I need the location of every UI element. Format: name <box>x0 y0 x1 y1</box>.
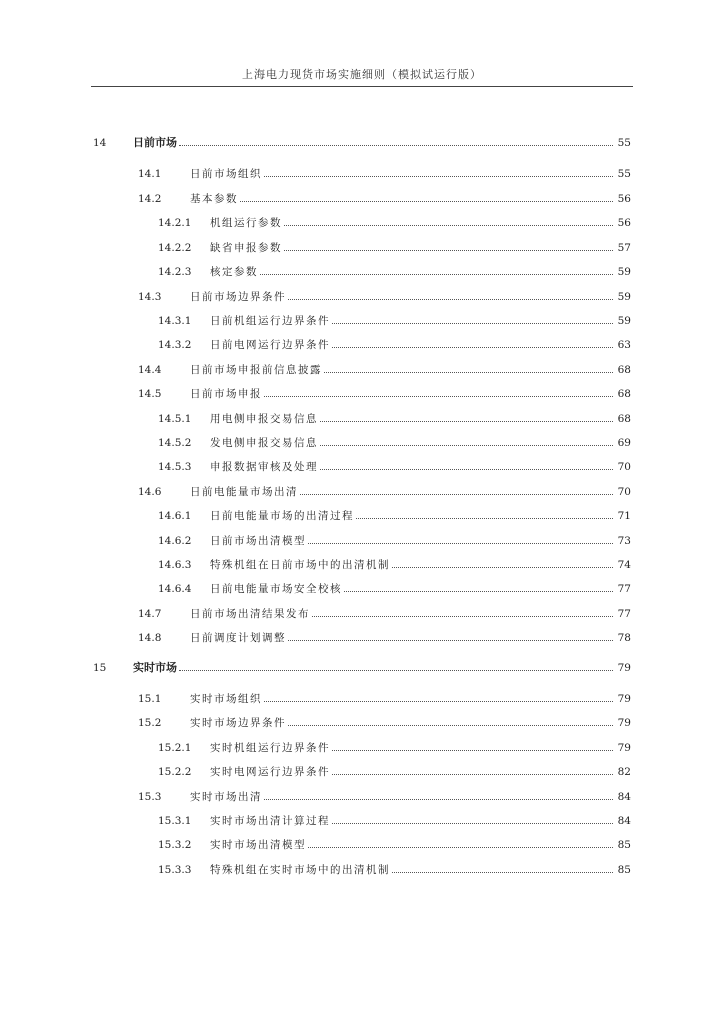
toc-entry-number: 15.3.1 <box>158 815 192 827</box>
toc-entry-14-5-2[interactable] <box>158 432 631 450</box>
toc-entry-14-8[interactable] <box>138 627 631 645</box>
toc-entry-page: 79 <box>617 693 631 705</box>
toc-entry-14-5-1[interactable] <box>158 408 631 426</box>
toc-entry-page: 68 <box>617 364 631 376</box>
toc-entry-14-2-1[interactable] <box>158 212 631 230</box>
toc-entry-title: 日前电能量市场出清 <box>190 486 298 498</box>
toc-entry-15-3[interactable] <box>138 786 631 804</box>
toc-entry-page: 77 <box>617 583 631 595</box>
toc-entry-14-2-2[interactable] <box>158 237 631 255</box>
dot-leader <box>240 200 613 202</box>
toc-entry-page: 55 <box>617 168 631 180</box>
toc-entry-15-2-2[interactable] <box>158 761 631 779</box>
toc-entry-title: 机组运行参数 <box>210 217 282 229</box>
toc-entry-number: 14.1 <box>138 168 162 180</box>
toc-entry-page: 70 <box>617 486 631 498</box>
dot-leader <box>320 468 613 470</box>
toc-entry-title: 日前机组运行边界条件 <box>210 315 330 327</box>
dot-leader <box>300 493 613 495</box>
dot-leader <box>264 395 613 397</box>
toc-entry-title: 实时市场出清 <box>190 791 262 803</box>
dot-leader <box>320 444 613 446</box>
toc-entry-14-6-4[interactable] <box>158 578 631 596</box>
dot-leader <box>260 273 613 275</box>
toc-entry-number: 14.5.2 <box>158 437 192 449</box>
toc-entry-number: 15.3.2 <box>158 839 192 851</box>
toc-entry-14-6[interactable] <box>138 481 631 499</box>
toc-entry-page: 63 <box>617 339 631 351</box>
toc-entry-title: 日前电能量市场安全校核 <box>210 583 342 595</box>
dot-leader <box>356 517 613 519</box>
toc-entry-number: 14.2.2 <box>158 242 192 254</box>
toc-entry-title: 实时市场组织 <box>190 693 262 705</box>
toc-entry-number: 14.4 <box>138 364 162 376</box>
toc-entry-title: 日前市场组织 <box>190 168 262 180</box>
toc-entry-15-3-1[interactable] <box>158 810 631 828</box>
toc-entry-title: 基本参数 <box>190 193 238 205</box>
dot-leader <box>308 846 613 848</box>
toc-entry-number: 14.6.4 <box>158 583 192 595</box>
toc-entry-number: 14.3.2 <box>158 339 192 351</box>
dot-leader <box>179 669 613 671</box>
toc-entry-14-3[interactable] <box>138 286 631 304</box>
toc-entry-number: 14.5 <box>138 388 162 400</box>
toc-entry-title: 申报数据审核及处理 <box>210 461 318 473</box>
dot-leader <box>312 615 613 617</box>
toc-entry-number: 15.2.2 <box>158 766 192 778</box>
dot-leader <box>332 822 613 824</box>
toc-entry-title: 用电侧申报交易信息 <box>210 413 318 425</box>
toc-entry-page: 57 <box>617 242 631 254</box>
toc-entry-14-6-1[interactable] <box>158 505 631 523</box>
dot-leader <box>288 298 613 300</box>
toc-entry-page: 71 <box>617 510 631 522</box>
toc-entry-page: 79 <box>617 717 631 729</box>
toc-entry-number: 15.2 <box>138 717 162 729</box>
dot-leader <box>308 542 613 544</box>
toc-entry-page: 77 <box>617 608 631 620</box>
toc-entry-number: 14.5.3 <box>158 461 192 473</box>
toc-entry-page: 68 <box>617 388 631 400</box>
toc-entry-page: 85 <box>617 864 631 876</box>
dot-leader <box>284 249 613 251</box>
toc-entry-number: 14.7 <box>138 608 162 620</box>
toc-entry-14-7[interactable] <box>138 603 631 621</box>
toc-entry-title: 日前电网运行边界条件 <box>210 339 330 351</box>
toc-entry-15-3-2[interactable] <box>158 834 631 852</box>
toc-entry-number: 14.2.3 <box>158 266 192 278</box>
toc-entry-number: 15 <box>93 662 107 674</box>
toc-entry-14-2[interactable] <box>138 188 631 206</box>
toc-entry-number: 14.3.1 <box>158 315 192 327</box>
toc-entry-page: 55 <box>617 137 631 149</box>
dot-leader <box>392 871 613 873</box>
toc-entry-title: 实时市场 <box>133 661 177 674</box>
toc-entry-14-2-3[interactable] <box>158 261 631 279</box>
toc-entry-page: 78 <box>617 632 631 644</box>
toc-entry-number: 14.6.2 <box>158 535 192 547</box>
toc-entry-title: 实时电网运行边界条件 <box>210 766 330 778</box>
toc-entry-page: 73 <box>617 535 631 547</box>
toc-entry-title: 发电侧申报交易信息 <box>210 437 318 449</box>
toc-entry-title: 实时市场出清计算过程 <box>210 815 330 827</box>
toc-entry-15[interactable] <box>93 657 631 675</box>
toc-entry-14-1[interactable] <box>138 163 631 181</box>
toc-entry-number: 14.6.1 <box>158 510 192 522</box>
toc-entry-title: 日前电能量市场的出清过程 <box>210 510 354 522</box>
toc-entry-number: 14.8 <box>138 632 162 644</box>
toc-entry-number: 14.2.1 <box>158 217 192 229</box>
toc-entry-number: 15.3 <box>138 791 162 803</box>
toc-entry-title: 日前市场边界条件 <box>190 291 286 303</box>
toc-entry-page: 79 <box>617 662 631 674</box>
toc-entry-15-3-3[interactable] <box>158 859 631 877</box>
toc-entry-15-1[interactable] <box>138 688 631 706</box>
toc-entry-page: 56 <box>617 217 631 229</box>
toc-entry-page: 68 <box>617 413 631 425</box>
toc-entry-title: 日前调度计划调整 <box>190 632 286 644</box>
toc-entry-number: 14.3 <box>138 291 162 303</box>
toc-entry-page: 59 <box>617 266 631 278</box>
toc-entry-number: 14.5.1 <box>158 413 192 425</box>
toc-entry-page: 85 <box>617 839 631 851</box>
toc-entry-title: 实时市场出清模型 <box>210 839 306 851</box>
dot-leader <box>344 590 613 592</box>
toc-entry-14-5-3[interactable] <box>158 456 631 474</box>
toc-entry-page: 82 <box>617 766 631 778</box>
dot-leader <box>332 322 613 324</box>
toc-entry-title: 日前市场申报前信息披露 <box>190 364 322 376</box>
toc-entry-14[interactable] <box>93 132 631 150</box>
toc-entry-title: 实时机组运行边界条件 <box>210 742 330 754</box>
toc-entry-title: 日前市场出清结果发布 <box>190 608 310 620</box>
toc-entry-page: 56 <box>617 193 631 205</box>
toc-entry-14-3-2[interactable] <box>158 334 631 352</box>
dot-leader <box>332 749 613 751</box>
toc-entry-title: 日前市场申报 <box>190 388 262 400</box>
toc-entry-number: 15.1 <box>138 693 162 705</box>
dot-leader <box>179 144 613 146</box>
dot-leader <box>324 371 613 373</box>
toc-entry-number: 14.6 <box>138 486 162 498</box>
dot-leader <box>332 346 613 348</box>
toc-entry-number: 14 <box>93 137 107 149</box>
toc-entry-number: 15.2.1 <box>158 742 192 754</box>
toc-entry-page: 84 <box>617 815 631 827</box>
dot-leader <box>320 420 613 422</box>
toc-entry-page: 74 <box>617 559 631 571</box>
toc-entry-number: 14.6.3 <box>158 559 192 571</box>
dot-leader <box>392 566 613 568</box>
dot-leader <box>288 724 613 726</box>
toc-entry-page: 59 <box>617 315 631 327</box>
toc-entry-number: 14.2 <box>138 193 162 205</box>
toc-entry-14-3-1[interactable] <box>158 310 631 328</box>
toc-entry-page: 84 <box>617 791 631 803</box>
toc-entry-page: 69 <box>617 437 631 449</box>
dot-leader <box>264 798 613 800</box>
dot-leader <box>288 639 613 641</box>
toc-entry-title: 特殊机组在日前市场中的出清机制 <box>210 559 390 571</box>
dot-leader <box>332 773 613 775</box>
toc-entry-title: 缺省申报参数 <box>210 242 282 254</box>
toc-entry-15-2[interactable] <box>138 712 631 730</box>
page-header: 上海电力现货市场实施细则（模拟试运行版） <box>242 68 482 81</box>
toc-entry-title: 日前市场出清模型 <box>210 535 306 547</box>
dot-leader <box>264 700 613 702</box>
toc-entry-title: 日前市场 <box>133 136 177 149</box>
toc-entry-title: 特殊机组在实时市场中的出清机制 <box>210 864 390 876</box>
toc-entry-title: 实时市场边界条件 <box>190 717 286 729</box>
toc-entry-14-4[interactable] <box>138 359 631 377</box>
toc-entry-page: 79 <box>617 742 631 754</box>
toc-entry-14-5[interactable] <box>138 383 631 401</box>
toc-entry-page: 70 <box>617 461 631 473</box>
toc-entry-title: 核定参数 <box>210 266 258 278</box>
dot-leader <box>284 224 613 226</box>
toc-entry-page: 59 <box>617 291 631 303</box>
toc-entry-number: 15.3.3 <box>158 864 192 876</box>
toc-entry-14-6-3[interactable] <box>158 554 631 572</box>
toc-entry-14-6-2[interactable] <box>158 530 631 548</box>
dot-leader <box>264 175 613 177</box>
toc-entry-15-2-1[interactable] <box>158 737 631 755</box>
